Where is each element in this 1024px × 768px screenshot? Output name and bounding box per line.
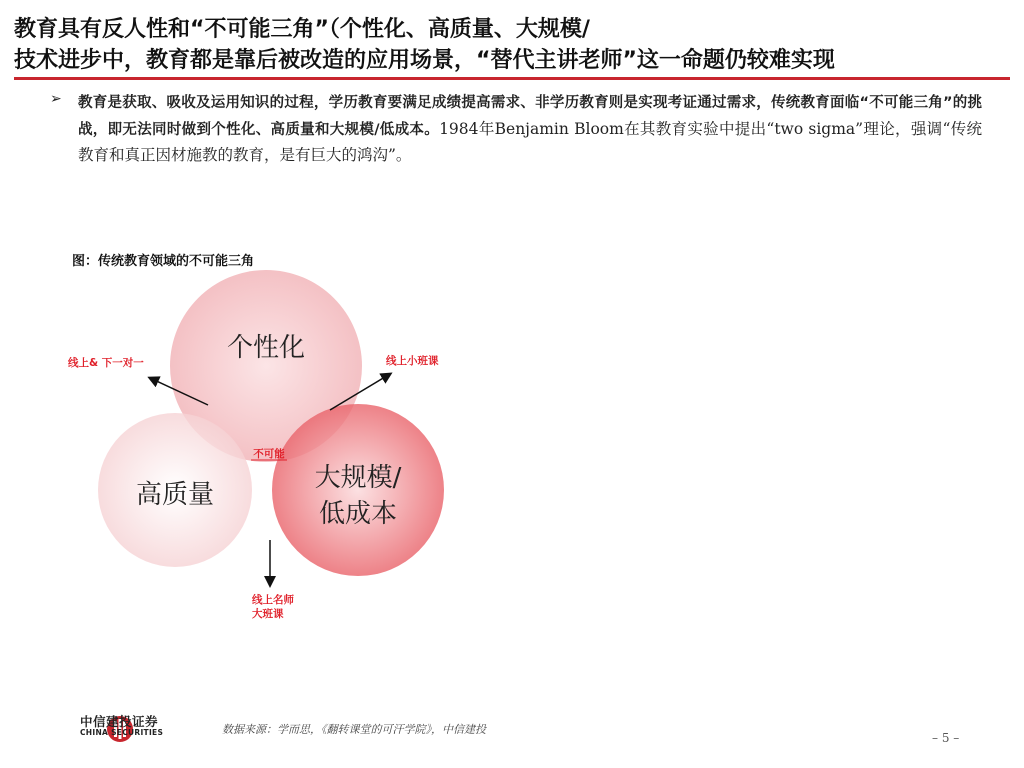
slide-title-line1: 教育具有反人性和“不可能三角”（个性化、高质量、大规模/ [14, 17, 590, 42]
venn-label-left: 高质量 [135, 480, 215, 510]
annotation-bottom-line2: 大班课 [252, 608, 284, 620]
center-label: 不可能 [253, 448, 285, 460]
slide-title-line2: 技术进步中，教育都是靠后被改造的应用场景，“替代主讲老师”这一命题仍较难实现 [14, 48, 835, 73]
annotation-top-left: 线上& 下一对一 [68, 357, 144, 369]
bullet-arrow-icon: ➢ [50, 91, 62, 107]
data-source-note: 数据来源：学而思，《翻转课堂的可汗学院》，中信建投 [222, 723, 486, 736]
logo-name: 中信建投证券 [80, 714, 159, 729]
annotation-bottom-line1: 线上名师 [252, 594, 294, 606]
logo-english-name: CHINA SECURITIES [80, 728, 164, 737]
bullet-bold-text: 教育是获取、吸收及运用知识的过程，学历教育要满足成绩提高需求、非学历教育则是实现考证通过需求，传统教育面临“不可能三角”的挑战，即无法同时做到个性化、高质量和大规模/低成本。 [78, 95, 982, 138]
annotation-top-right: 线上小班课 [386, 355, 439, 367]
bullet-normal-text: 1984年Benjamin Bloom在其教育实验中提出“two sigma”理论，强调“传统教育和真正因材施教的教育，是有巨大的鸿沟”。 [78, 119, 983, 164]
venn-label-right-line1: 大规模/ [314, 463, 402, 493]
venn-label-top: 个性化 [226, 333, 306, 363]
figure-caption: 图：传统教育领域的不可能三角 [72, 254, 255, 269]
venn-label-right-line2: 低成本 [318, 499, 398, 529]
page-number: – 5 – [932, 731, 960, 745]
